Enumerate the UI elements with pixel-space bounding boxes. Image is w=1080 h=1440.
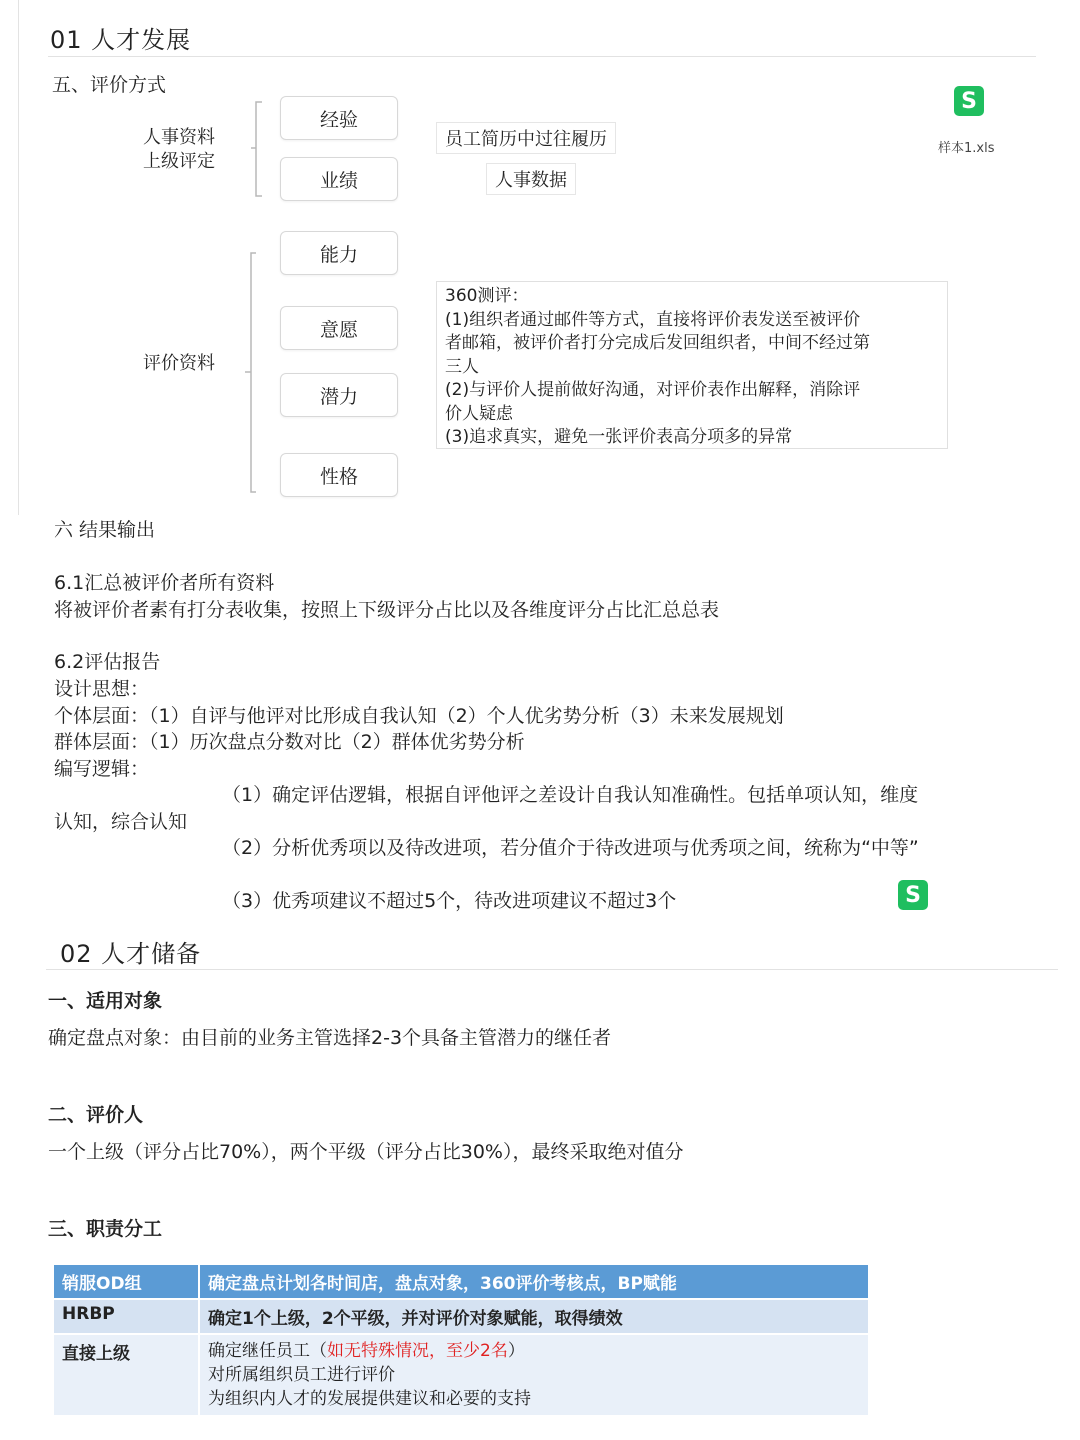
group1-label-superior: 上级评定 [143,151,215,172]
p62-title: 6.2评估报告 [54,651,161,673]
tag-hr-data: 人事数据 [486,163,576,195]
spreadsheet-file-icon[interactable]: S [954,86,984,116]
table-cell-duty [199,1334,868,1415]
logic-2: （2）分析优秀项以及待改进项，若分值介于待改进项与优秀项之间，统称为“中等” [222,837,919,859]
item-ability: 能力 [280,231,398,275]
responsibility-table [54,1265,868,1415]
note-line: 三人 [445,356,479,377]
s2-text: 一个上级（评分占比70%），两个平级（评分占比30%），最终采取绝对值分 [48,1141,684,1163]
note-line: (1)组织者通过邮件等方式，直接将评价表发送至被评价 [445,309,861,330]
p61-text: 将被评价者素有打分表收集，按照上下级评分占比以及各维度评分占比汇总总表 [54,599,720,621]
logic-label: 编写逻辑： [54,758,150,780]
duty-line: 对所属组织员工进行评价 [208,1365,395,1385]
logic-1a: （1）确定评估逻辑，根据自评他评之差设计自我认知准确性。包括单项认知，维度 [222,784,919,806]
group2-bracket [242,250,272,496]
logic-1b: 认知，综合认知 [54,811,188,833]
item-performance: 业绩 [280,157,398,201]
logic-3: （3）优秀项建议不超过5个，待改进项建议不超过3个 [222,890,677,912]
tag-resume: 员工简历中过往履历 [436,122,616,154]
duty-suffix: ） [507,1341,525,1361]
group2-label: 评价资料 [143,353,215,374]
section-title-talent-development: 01 人才发展 [50,26,192,54]
note-line: 者邮箱，被评价者打分完成后发回组织者，中间不经过第 [445,333,870,353]
individual-level: 个体层面：（1）自评与他评对比形成自我认知（2）个人优劣势分析（3）未来发展规划 [54,705,784,727]
duty-line: 为组织内人才的发展提供建议和必要的支持 [208,1389,531,1409]
part5-title: 五、评价方式 [52,74,167,96]
item-experience: 经验 [280,96,398,140]
table-cell-duty: 确定盘点计划各时间店，盘点对象，360评价考核点，BP赋能 [199,1265,868,1299]
divider [48,56,1036,57]
table-row [54,1299,868,1334]
table-cell-duty: 确定1个上级，2个平级，并对评价对象赋能，取得绩效 [199,1299,868,1334]
s1-text: 确定盘点对象：由目前的业务主管选择2-3个具备主管潜力的继任者 [48,1027,612,1049]
s2-title: 二、评价人 [48,1104,144,1126]
note-line: (3)追求真实，避免一张评价表高分项多的异常 [445,427,793,447]
item-willingness: 意愿 [280,306,398,350]
group1-label-hr: 人事资料 [143,127,215,148]
section-title-talent-reserve: 02 人才储备 [60,940,202,968]
spreadsheet-file-icon[interactable]: S [898,880,928,910]
table-row [54,1265,868,1299]
item-personality: 性格 [280,453,398,497]
note-line: 价人疑虑 [445,403,513,424]
s1-title: 一、适用对象 [48,990,163,1012]
item-potential: 潜力 [280,373,398,417]
table-cell-role: 销服OD组 [54,1265,199,1299]
duty-prefix: 确定继任员工（ [208,1341,327,1361]
divider [46,969,1058,970]
part6-title: 六 结果输出 [54,519,156,541]
s3-title: 三、职责分工 [48,1218,163,1240]
p61-title: 6.1汇总被评价者所有资料 [54,572,275,594]
design-label: 设计思想： [54,678,150,700]
duty-line [208,1339,860,1363]
note-line: 360测评： [445,286,529,306]
note-line: (2)与评价人提前做好沟通，对评价表作出解释，消除评 [445,380,861,400]
table-cell-role: 直接上级 [54,1334,199,1415]
file-name[interactable]: 样本1.xls [938,141,995,156]
duty-highlight: 如无特殊情况，至少2名 [327,1341,508,1361]
table-cell-role: HRBP [54,1299,199,1334]
table-row [54,1334,868,1415]
assessment-note-box [436,281,948,449]
group-level: 群体层面：（1）历次盘点分数对比（2）群体优劣势分析 [54,731,525,753]
left-margin-line [18,0,19,515]
group1-bracket [250,100,280,200]
